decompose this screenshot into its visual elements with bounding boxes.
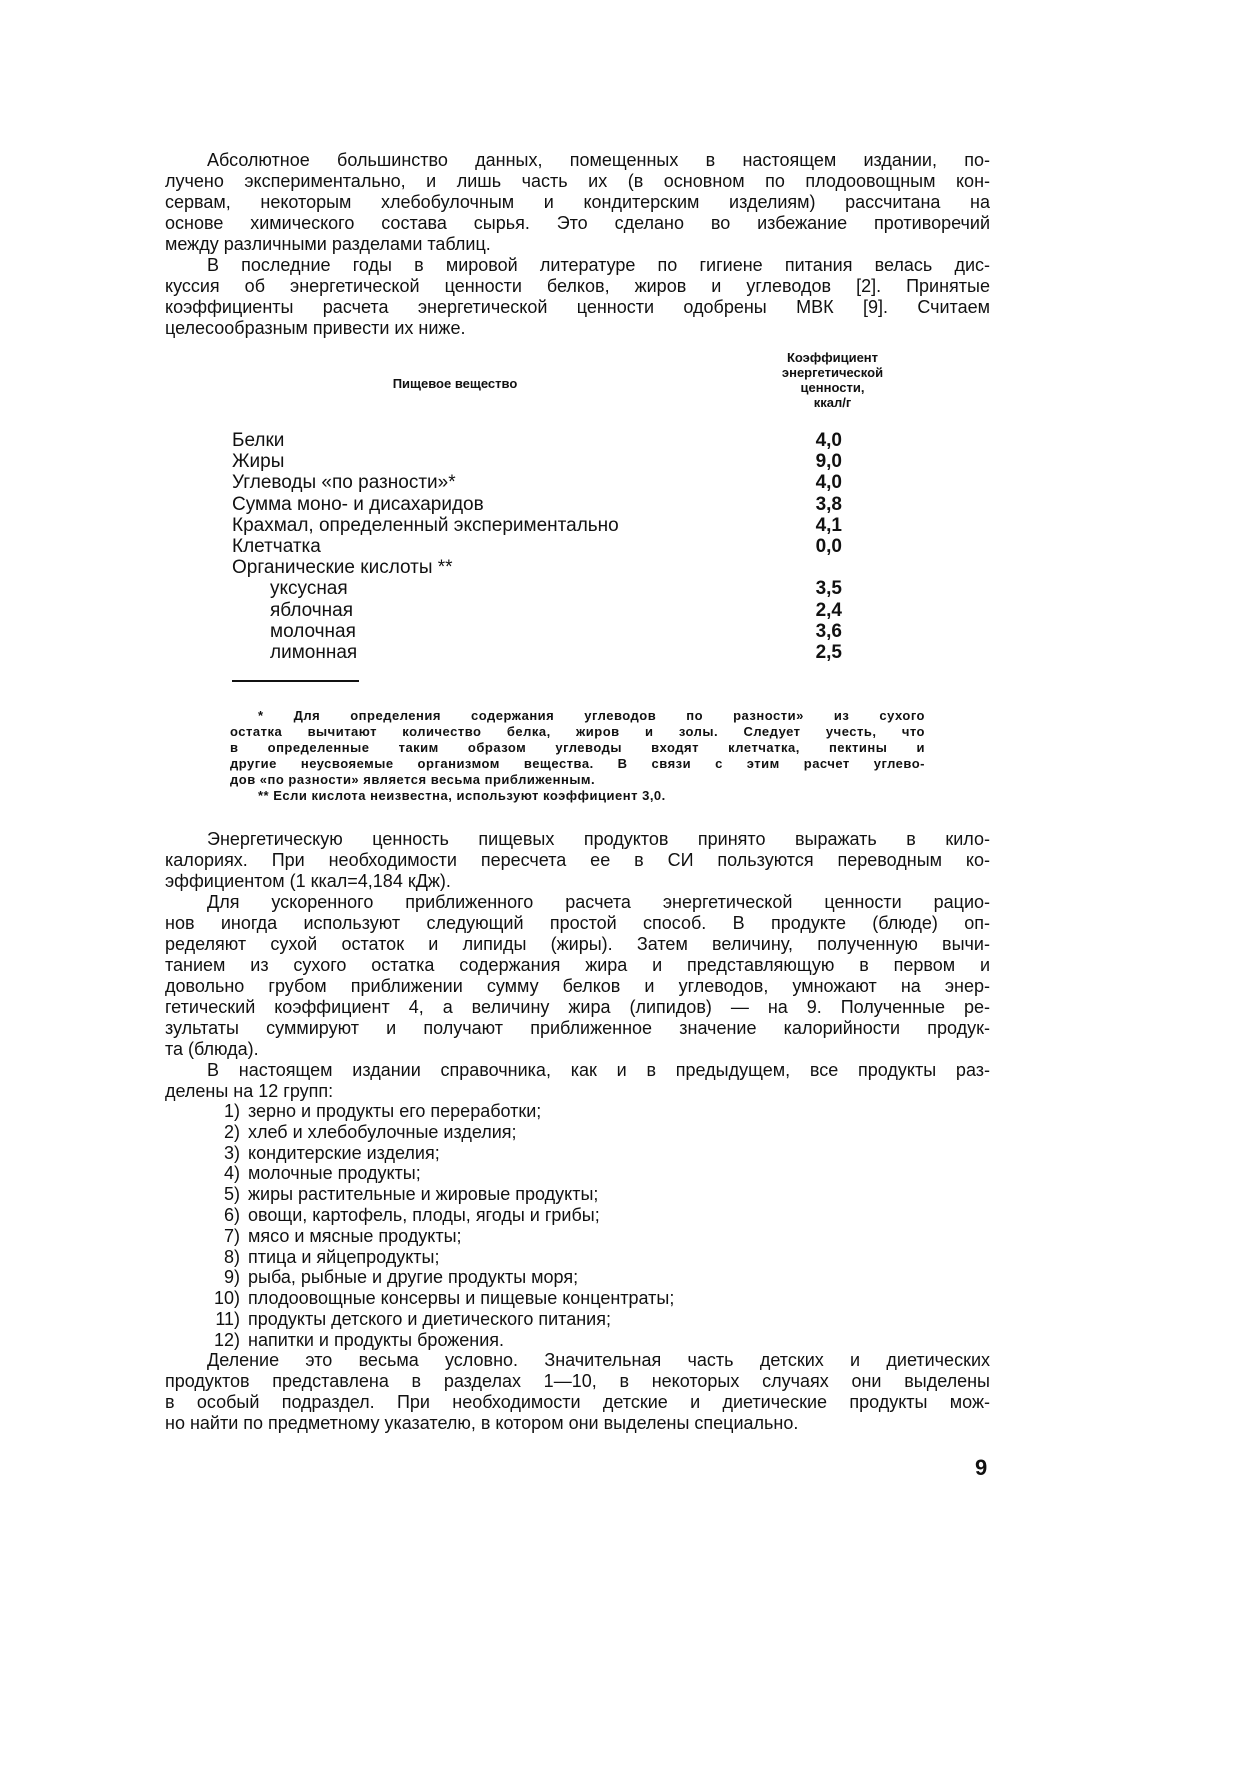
list-text: молочные продукты; xyxy=(248,1163,421,1184)
text-line: но найти по предметному указателю, в котором они выделены специально. xyxy=(165,1413,799,1433)
list-text: напитки и продукты брожения. xyxy=(248,1329,505,1350)
paragraph-5 xyxy=(165,1060,990,1102)
coefficient-value: 3,6 xyxy=(815,620,842,642)
list-item xyxy=(210,1247,910,1268)
text-line: Для ускоренного приближенного расчета энергетической ценности рацио- xyxy=(207,892,990,912)
footnote-divider xyxy=(232,680,359,682)
list-text: продукты детского и диетического питания; xyxy=(248,1308,611,1329)
substance-name: Органические кислоты ** xyxy=(232,557,453,579)
text-line: остатка вычитают количество белка, жиров и золы. Следует учесть, что xyxy=(230,724,925,739)
table-row xyxy=(232,578,852,599)
list-number: 12) xyxy=(213,1329,240,1350)
text-line: Абсолютное большинство данных, помещенных в настоящем издании, по- xyxy=(207,150,990,170)
text-line: В настоящем издании справочника, как и в предыдущем, все продукты раз- xyxy=(207,1060,990,1080)
text-line: Энергетическую ценность пищевых продуктов принято выражать в кило- xyxy=(207,829,990,849)
table-row xyxy=(232,621,852,642)
list-item xyxy=(210,1288,910,1309)
text-line: основе химического состава сырья. Это сделано во избежание противоречий xyxy=(165,213,990,233)
paragraph-intro-2 xyxy=(165,255,990,339)
list-number: 10) xyxy=(213,1288,240,1309)
substance-name: молочная xyxy=(270,620,356,642)
paragraph-intro-1 xyxy=(165,150,990,255)
text-line: Деление это весьма условно. Значительная часть детских и диетических xyxy=(207,1350,990,1370)
paragraph-4 xyxy=(165,892,990,1060)
list-item xyxy=(210,1309,910,1330)
substance-name: Жиры xyxy=(232,451,285,473)
list-text: птица и яйцепродукты; xyxy=(248,1246,440,1267)
text-line: калориях. При необходимости пересчета ее в СИ пользуются переводным ко- xyxy=(165,850,990,870)
table-row xyxy=(232,600,852,621)
coefficient-value: 2,4 xyxy=(815,599,842,621)
substance-name: уксусная xyxy=(270,578,348,600)
list-item xyxy=(210,1267,910,1288)
list-text: плодоовощные консервы и пищевые концентраты; xyxy=(248,1288,675,1309)
table-row xyxy=(232,515,852,536)
table-row xyxy=(232,451,852,472)
substance-name: Углеводы «по разности»* xyxy=(232,472,456,494)
paragraph-3 xyxy=(165,829,990,892)
text-line: целесообразным привести их ниже. xyxy=(165,318,466,338)
text-line: другие неусвояемые организмом вещества. В связи с этим расчет углево- xyxy=(230,756,925,771)
paragraph-6 xyxy=(165,1350,990,1434)
list-number: 4) xyxy=(223,1163,240,1184)
list-text: овощи, картофель, плоды, ягоды и грибы; xyxy=(248,1204,600,1225)
coefficient-value: 2,5 xyxy=(815,642,842,663)
footnotes xyxy=(230,708,925,804)
page-number: 9 xyxy=(975,1455,988,1480)
coefficient-value: 3,8 xyxy=(815,493,842,515)
list-number: 7) xyxy=(223,1225,240,1246)
list-item xyxy=(210,1226,910,1247)
list-item xyxy=(210,1163,910,1184)
text-line: коэффициенты расчета энергетической ценности одобрены МВК [9]. Считаем xyxy=(165,297,990,317)
text-line: довольно грубом приближении сумму белков и углеводов, умножают на энер- xyxy=(165,976,990,996)
product-groups-list xyxy=(210,1101,910,1351)
list-number: 3) xyxy=(223,1142,240,1163)
text-line: гетический коэффициент 4, а величину жира (липидов) — на 9. Полученные ре- xyxy=(165,997,990,1017)
text-line: * Для определения содержания углеводов по разности» из сухого xyxy=(258,708,925,723)
table-row xyxy=(232,472,852,493)
list-item xyxy=(210,1330,910,1351)
list-text: хлеб и хлебобулочные изделия; xyxy=(248,1121,517,1142)
header-line: Коэффициент xyxy=(786,350,879,365)
text-line: продуктов представлена в разделах 1—10, в некоторых случаях они выделены xyxy=(165,1371,990,1391)
header-line: ценности, xyxy=(800,380,865,395)
substance-name: Белки xyxy=(232,430,285,451)
text-line: та (блюда). xyxy=(165,1039,259,1059)
coefficient-value: 3,5 xyxy=(815,578,842,600)
list-item xyxy=(210,1101,910,1122)
list-number: 8) xyxy=(223,1246,240,1267)
text-line: лучено экспериментально, и лишь часть их (в основном по плодоовощным кон- xyxy=(165,171,990,191)
substance-name: Клетчатка xyxy=(232,536,321,557)
list-text: рыба, рыбные и другие продукты моря; xyxy=(248,1267,579,1288)
text-line: зультаты суммируют и получают приближенное значение калорийности продук- xyxy=(165,1018,990,1038)
list-item xyxy=(210,1143,910,1164)
coefficient-value: 4,0 xyxy=(815,430,842,451)
text-line: нов иногда используют следующий простой способ. В продукте (блюде) оп- xyxy=(165,913,990,933)
list-text: мясо и мясные продукты; xyxy=(248,1225,462,1246)
list-number: 11) xyxy=(215,1308,240,1329)
table-row xyxy=(232,642,852,663)
header-line: ккал/г xyxy=(813,395,852,410)
substance-name: Крахмал, определенный экспериментально xyxy=(232,514,619,536)
table-header-coefficient xyxy=(740,350,925,410)
list-item xyxy=(210,1184,910,1205)
substance-name: яблочная xyxy=(270,599,354,621)
table-header-substance: Пищевое вещество xyxy=(392,376,518,391)
list-number: 9) xyxy=(223,1267,240,1288)
text-line: эффициентом (1 ккал=4,184 кДж). xyxy=(165,871,451,891)
list-number: 5) xyxy=(223,1184,240,1205)
coefficient-value: 4,0 xyxy=(815,472,842,494)
list-text: зерно и продукты его переработки; xyxy=(248,1101,542,1121)
text-line: танием из сухого остатка содержания жира и представляющую в первом и xyxy=(165,955,990,975)
list-number: 2) xyxy=(223,1121,240,1142)
coefficient-value: 4,1 xyxy=(815,514,842,536)
text-line: сервам, некоторым хлебобулочным и кондитерским изделиям) рассчитана на xyxy=(165,192,990,212)
text-line: В последние годы в мировой литературе по гигиене питания велась дис- xyxy=(207,255,990,275)
text-line: в особый подраздел. При необходимости детские и диетические продукты мож- xyxy=(165,1392,990,1412)
list-text: кондитерские изделия; xyxy=(248,1142,440,1163)
table-row xyxy=(232,536,852,557)
table-row xyxy=(232,557,852,578)
list-item xyxy=(210,1205,910,1226)
text-line: между различными разделами таблиц. xyxy=(165,234,491,254)
text-line: дов «по разности» является весьма приближенным. xyxy=(230,772,596,787)
text-line: куссия об энергетической ценности белков, жиров и углеводов [2]. Принятые xyxy=(165,276,990,296)
text-line: делены на 12 групп: xyxy=(165,1081,334,1101)
table-row xyxy=(232,430,852,451)
text-line: ределяют сухой остаток и липиды (жиры). Затем величину, полученную вычи- xyxy=(165,934,990,954)
list-number: 6) xyxy=(223,1204,240,1225)
header-line: энергетической xyxy=(781,365,884,380)
substance-name: Сумма моно- и дисахаридов xyxy=(232,493,484,515)
coefficient-value: 0,0 xyxy=(815,536,842,557)
table-row xyxy=(232,494,852,515)
substance-name: лимонная xyxy=(270,642,358,663)
text-line: ** Если кислота неизвестна, используют коэффициент 3,0. xyxy=(258,788,666,803)
text-line: в определенные таким образом углеводы входят клетчатка, пектины и xyxy=(230,740,925,755)
list-item xyxy=(210,1122,910,1143)
list-number: 1) xyxy=(223,1101,240,1121)
coefficient-value: 9,0 xyxy=(815,451,842,473)
list-text: жиры растительные и жировые продукты; xyxy=(248,1184,599,1205)
